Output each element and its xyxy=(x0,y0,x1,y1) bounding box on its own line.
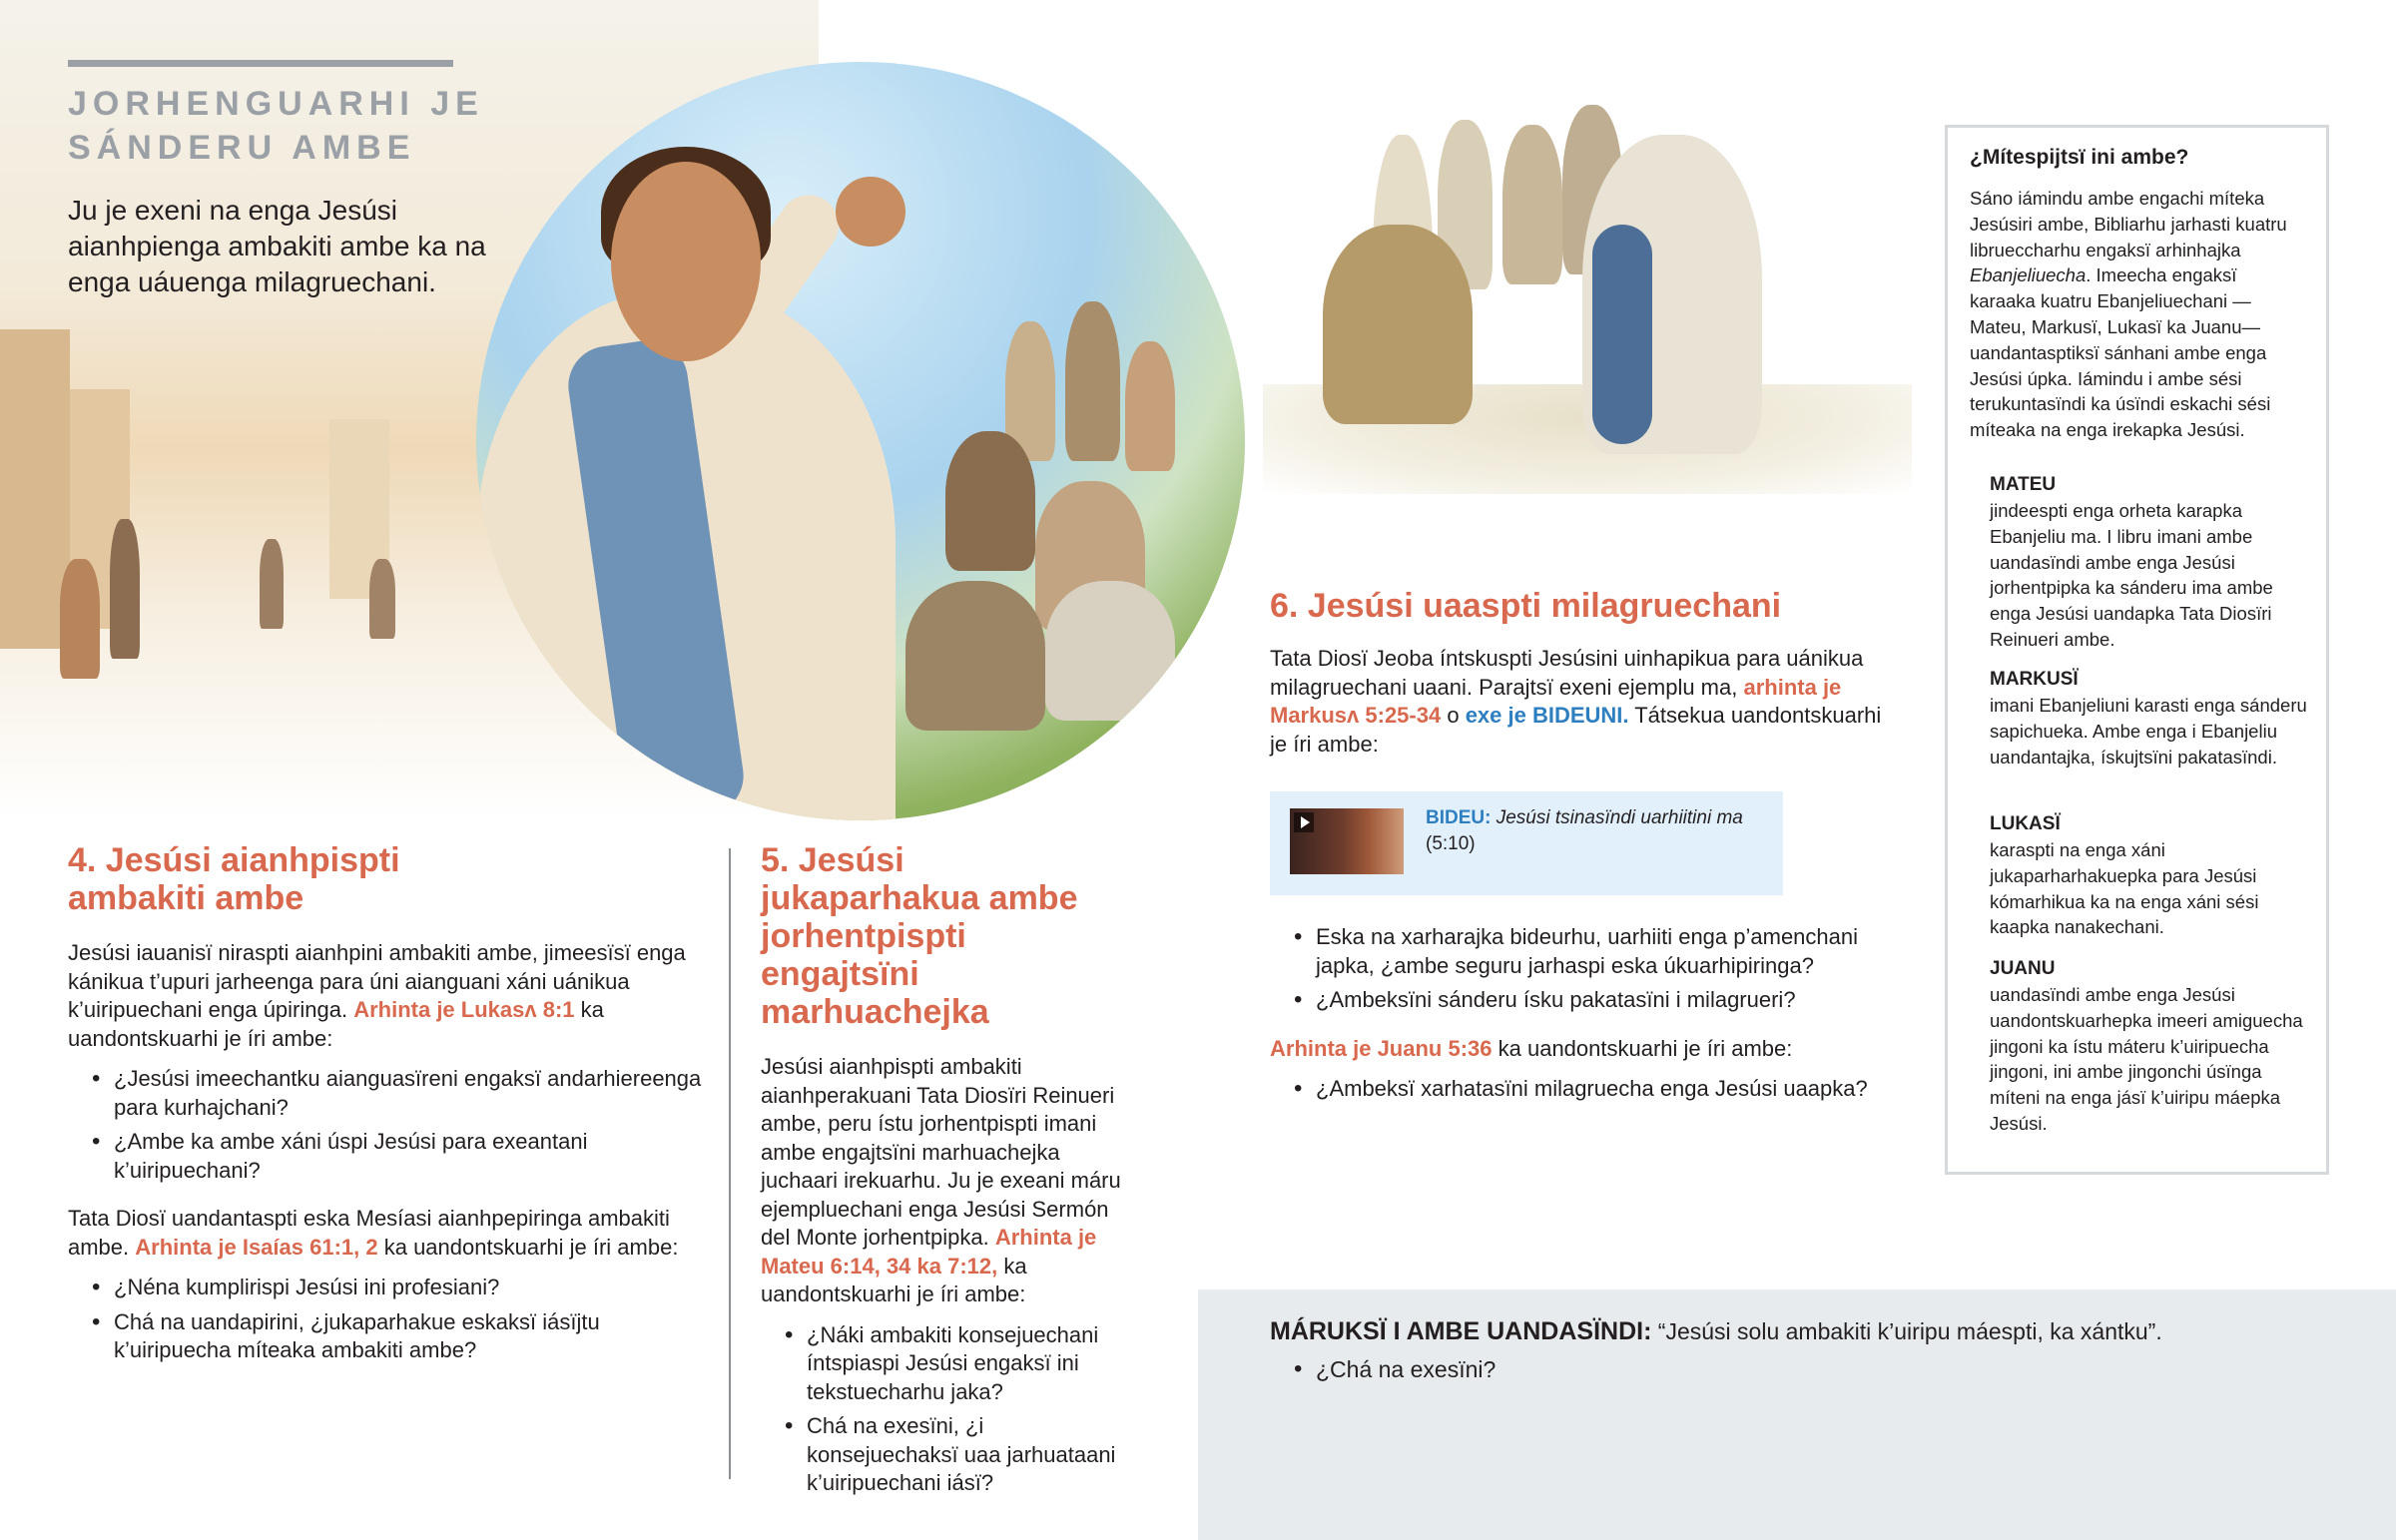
scripture-link[interactable]: Arhinta je Mateu 6:14, 34 ka 7:12, xyxy=(761,1225,1097,1279)
lesson-intro: Ju je exeni na enga Jesúsi aianhpienga ambakiti ambe ka na enga uáuenga milagruechani. xyxy=(68,195,486,297)
question: • ¿Ambeksïni sánderu ísku pakatasïni i milagrueri? xyxy=(1270,986,1899,1015)
section-4-paragraph-2: Tata Diosï uandantaspti eska Mesíasi aianhpepiringa ambakiti ambe. Arhinta je Isaías 61:1, 2 ka uandontskuarhi je íri ambe: xyxy=(68,1206,679,1260)
lesson-kicker: JORHENGUARHI JE SÁNDERU AMBE xyxy=(68,85,484,167)
gospel-description: imani Ebanjeliuni karasti enga sánderu sapichueka. Ambe enga i Ebanjeliu uandantajka, ískujtsïni pakatasïndi. xyxy=(1990,695,2307,768)
question-list xyxy=(1270,1355,2368,1384)
video-duration: (5:10) xyxy=(1426,833,1476,854)
question-list xyxy=(1270,1075,1899,1104)
video-title[interactable]: Jesúsi tsinasïndi uarhiitini ma xyxy=(1496,807,1743,828)
summary-statement xyxy=(1270,1315,2368,1347)
question: • Chá na uandapirini, ¿jukaparhakue eskaksï iásïjtu k’uiripuecha míteaka ambakiti ambe? xyxy=(68,1308,707,1365)
video-label: BIDEU: xyxy=(1426,807,1492,828)
question-list xyxy=(1270,923,1899,1015)
gospel-entry xyxy=(1990,667,2309,770)
summary xyxy=(1270,1315,2368,1390)
gospel-description: uandasïndi ambe enga Jesúsi uandontskuarhepka imeeri amiguecha jingoni ka ístu máteru k’uiripuecha jingoni, ini ambe jingonchi úsïnga míteni na enga jásï k’uiripu máepka Jesúsi. xyxy=(1990,984,2303,1134)
gospel-entry xyxy=(1990,472,2309,653)
sidebar-title: ¿Mítespijtsï ini ambe? xyxy=(1970,146,2189,169)
scripture-link[interactable]: Arhinta je Isaías 61:1, 2 xyxy=(135,1234,378,1260)
section-6-heading: 6. Jesúsi uaaspti milagruechani xyxy=(1270,587,1782,625)
jesus-preaching-illustration xyxy=(476,62,1245,820)
play-icon[interactable] xyxy=(1294,812,1314,832)
summary-quote: “Jesúsi solu ambakiti k’uiripu máespti, ka xántku”. xyxy=(1651,1318,2162,1344)
scripture-link[interactable]: Arhinta je Juanu 5:36 xyxy=(1270,1035,1493,1061)
question: • ¿Jesúsi imeechantku aianguasïreni engaksï andarhiereenga para kurhajchani? xyxy=(68,1065,707,1122)
question: • Eska na xarharajka bideurhu, uarhiiti enga p’amenchani japka, ¿ambe seguru jarhaspi eska úkuarhipiringa? xyxy=(1270,923,1899,980)
video-card[interactable] xyxy=(1270,791,1783,895)
question-list xyxy=(68,1274,707,1365)
question: • Chá na exesïni, ¿i konsejuechaksï uaa jarhuataani k’uiripuechani iásï? xyxy=(761,1412,1122,1498)
section-6-paragraph-2: Arhinta je Juanu 5:36 ka uandontskuarhi je íri ambe: xyxy=(1270,1035,1793,1061)
gospel-name: LUKASÏ xyxy=(1990,813,2061,834)
section-6-paragraph: Tata Diosï Jeoba íntskuspti Jesúsini uinhapikua para uánikua milagruechani uaani. Parajtsï exeni ejemplu ma, arhinta je Markusʌ 5:25-34 o exe je BIDEUNI. Tátsekua uandontskuarhi je íri ambe: xyxy=(1270,646,1882,757)
section-6 xyxy=(1270,587,1899,759)
question: • ¿Náki ambakiti konsejuechani íntspiaspi Jesúsi engaksï ini tekstuecharhu jaka? xyxy=(761,1321,1122,1407)
section-5-paragraph: Jesúsi aianhpispti ambakiti aianhperakuani Tata Diosïri Reinueri ambe, peru ístu jorhentpispti imani ambe engajtsïni marhuachejka juchaari irekuarhu. Ju je exeani máru ejempluechani enga Jesúsi Sermón del Monte jorhentpipka. Arhinta je Mateu 6:14, 34 ka 7:12, ka uandontskuarhi je íri ambe: xyxy=(761,1054,1121,1306)
section-4-paragraph-1: Jesúsi iauanisï niraspti aianhpini ambakiti ambe, jimeesïsï enga kánikua t’upuri jarheenga para úni aianguani xáni uánikua k’uiripuechani enga úpiringa. Arhinta je Lukasʌ 8:1 ka uandontskuarhi je íri ambe: xyxy=(68,940,686,1051)
video-thumbnail[interactable] xyxy=(1290,808,1404,874)
gospel-name: JUANU xyxy=(1990,958,2056,979)
gospel-description: karaspti na enga xáni jukaparharhakuepka para Jesúsi kómarhikua ka na enga xáni sési kaapka nanakechani. xyxy=(1990,839,2259,938)
scripture-link[interactable]: arhinta je Markusʌ 5:25-34 xyxy=(1270,674,1842,728)
gospel-entry xyxy=(1990,811,2309,940)
column-divider xyxy=(729,848,731,1479)
section-5-heading: 5. Jesúsi jukaparhakua ambe jorhentpispti engajtsïni marhuachejka xyxy=(761,841,1078,1031)
sidebar-intro: Sáno iámindu ambe engachi míteka Jesúsiri ambe, Bibliarhu jarhasti kuatru librueccharhu engaksï arhinhajka Ebanjeliuecha. Imeecha engaksï karaaka kuatru Ebanjeliuechani —Mateu, Markusï, Lukasï ka Juanu— uandantasptiksï sánhani ambe enga Jesúsi úpka. Iámindu i ambe sési terukuntasïndi ka úsïndi eskachi sési míteaka na enga irekapka Jesúsi. xyxy=(1970,188,2287,441)
video-caption xyxy=(1426,805,1765,857)
gospel-description: jindeespti enga orheta karapka Ebanjeliu ma. I libru imani ambe uandasïndi ambe enga Jesúsi jorhentpipka ka sánderu ima ambe enga Jesúsi uandapka Tata Diosïri Reinueri ambe. xyxy=(1990,500,2273,650)
question-list xyxy=(761,1321,1122,1498)
video-link[interactable]: exe je BIDEUNI. xyxy=(1465,703,1629,728)
section-6-questions xyxy=(1270,923,1899,1110)
section-5 xyxy=(761,841,1122,1504)
question-list xyxy=(68,1065,707,1185)
question: • ¿Ambeksï xarhatasïni milagruecha enga Jesúsi uaapka? xyxy=(1270,1075,1899,1104)
question: • ¿Ambe ka ambe xáni úspi Jesúsi para exeantani k’uiripuechani? xyxy=(68,1128,707,1185)
gospel-name: MATEU xyxy=(1990,474,2057,495)
gospel-name: MARKUSÏ xyxy=(1990,669,2079,690)
gospels-sidebar xyxy=(1945,125,2329,1175)
question: • ¿Chá na exesïni? xyxy=(1270,1355,2368,1384)
gospel-entry xyxy=(1990,956,2309,1137)
section-4 xyxy=(68,841,707,1371)
scripture-link[interactable]: Arhinta je Lukasʌ 8:1 xyxy=(353,997,575,1022)
summary-lead: MÁRUKSÏ I AMBE UANDASÏNDI: xyxy=(1270,1317,1652,1345)
woman-healed-illustration xyxy=(1263,25,1912,494)
section-4-heading: 4. Jesúsi aianhpispti ambakiti ambe xyxy=(68,841,400,917)
title-rule xyxy=(68,60,453,67)
question: • ¿Néna kumplirispi Jesúsi ini profesiani? xyxy=(68,1274,707,1302)
